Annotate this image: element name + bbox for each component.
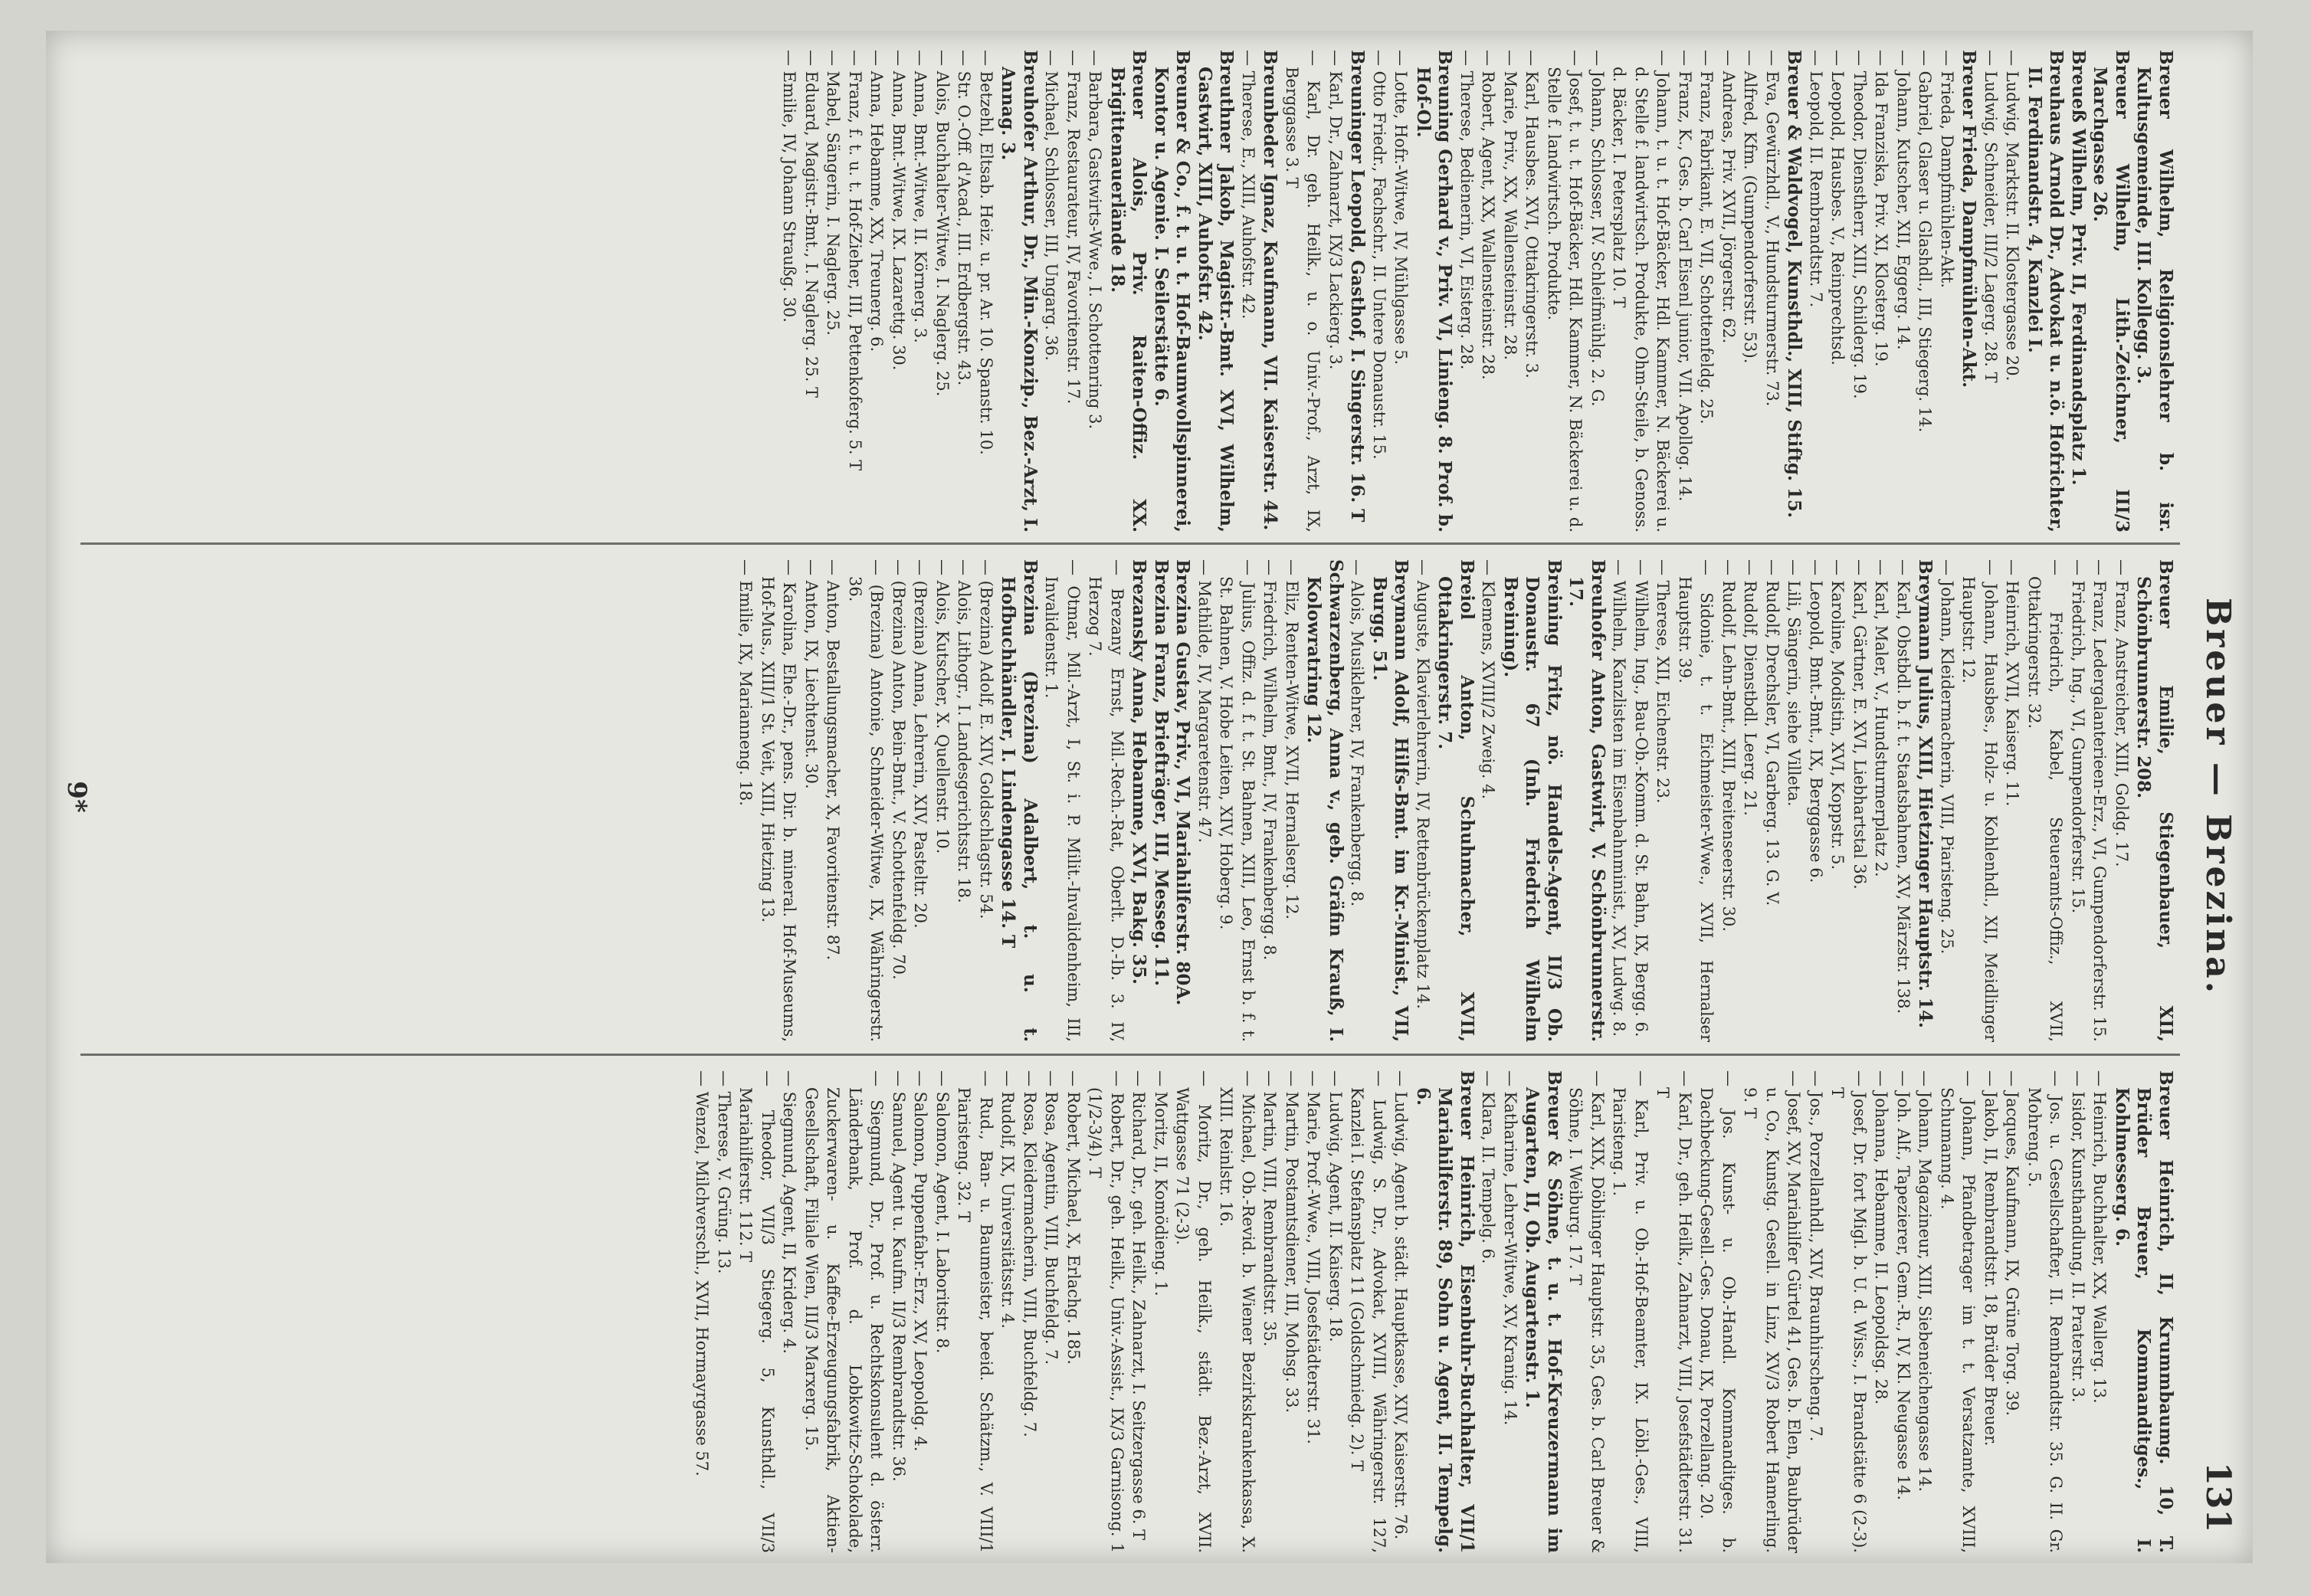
directory-entry: — Karl, Maler, V., Hundsturmerplatz 2. — [1872, 559, 1891, 877]
directory-entry: — (Brezina) Antonie, Schneider-Witwe, IX, Währingerstr. 36. — [846, 559, 887, 1042]
directory-entry: — Leopold, Bmt.-Bmt., IX, Berggasse 6. — [1807, 559, 1825, 883]
directory-entry: — Therese, XII, Eichenstr. 23. — [1654, 559, 1673, 804]
directory-entry: Breuer Emilie, Stiegenbauer, XII, Schönbrunnerstr. 208. — [2133, 559, 2176, 1042]
directory-entry: — Friedrich, Wilhelm, Bmt., IV, Frankenbergg. 8. — [1260, 559, 1280, 961]
directory-entry: Breuner & Co., f. t. u. t. Hof-Baumwollspinnerei, Kontor u. Agenie. I. Seilerstätte 6. — [1151, 50, 1194, 533]
directory-entry: — Andreas, Priv. XVII, Jörgerstr. 62. — [1719, 50, 1738, 344]
directory-entry: — (Brezina) Adolf, E. XIV, Goldschlagstr. 54. — [977, 559, 995, 919]
directory-entry: — Karl, Dr., geh. Heilk., Zahnarzt, VIII, Josefstädterstr. 31. T — [1654, 1070, 1694, 1553]
directory-entry: — Otto Friedr., Fachschr., II. Untere Donaustr. 15. — [1370, 50, 1388, 460]
directory-entry: Breuer Heinrich, II, Krummbaumg. 10, T. Brüder Breuer, Kommanditges., I. Kohlmesserg. 6. — [2112, 1070, 2176, 1553]
directory-entry: — Karoline, Modistin, XVI, Koppstr. 5. — [1828, 559, 1847, 870]
directory-entry: — Johann, Hausbes., Holz- u. Kohlenhdl., XII, Meidlinger Hauptstr. 12. — [1959, 559, 2000, 1042]
directory-entry: — Mabel, Sängerin, I. Naglerg. 25. — [824, 50, 843, 336]
directory-entry: Breuthner Jakob, Magistr.-Bmt. XVI, Wilhelm, Gastwirt, XIII, Auhofstr. 42. — [1195, 50, 1237, 533]
directory-entry: Breuhaus Arnold Dr., Advokat u. n.ö. Hofrichter, II. Ferdinandstr. 4, Kanzlei I. — [2024, 50, 2067, 533]
page-header — [2191, 31, 2237, 1563]
directory-entry: — Jos. u. Gesellschafter, II. Rembrandtstr. 35. G. II. Gr. Mohreng. 5. — [2025, 1070, 2066, 1553]
directory-entry: — Klara, II. Tempelg. 6. — [1479, 1070, 1498, 1264]
directory-entry: — Marie, Prof.-Wwe., VIII, Josefstädterstr. 31. — [1304, 1070, 1323, 1444]
directory-entry: — Alois, Musiklehrer, IV, Frankenbergg. 8. — [1348, 559, 1367, 907]
directory-entry: Breuhofer Anton, Gastwirt, V. Schönbrunnerstr. 17. — [1565, 559, 1608, 1042]
directory-entry: — Robert, Agent, XX, Wallensteinstr. 28. — [1479, 50, 1498, 380]
directory-entry: — Str. O.-Off. d'Acad., III. Erdbergstr. 43. — [955, 50, 974, 386]
directory-entry: — Robert, Dr., geh. Heilk., Univ.-Assist., IX/3 Garnisong. 1 (1/2-3/4). T — [1086, 1070, 1126, 1553]
directory-entry: Breuer & Söhne, t. u. t. Hof-Kreuzermann im Augarten, II, Ob. Augartenstr. 1. — [1522, 1070, 1565, 1553]
directory-entry: — Johann, t. u. t. Hof-Bäcker, Hdl. Kammer, N. Bäckerei u. d. Stelle f. landwirtsch. Produkte, Ohm-Steile, b. Genoss. d. Bäcker, I. Petersplatz 10. T — [1610, 50, 1673, 533]
directory-entry: — Heinrich, XVII, Kaiserg. 11. — [2003, 559, 2022, 807]
directory-entry: — Jos. Kunst- u. Ob.-Handl. Kommanditges. b. Dachbeckung-Gesell.-Ges. Donau, IX, Porzellang. 20. — [1697, 1070, 1738, 1553]
directory-entry: — Johanna, Hebamme, II. Leopoldsg. 28. — [1872, 1070, 1891, 1405]
directory-entry: — Mathilde, IV, Margaretenstr. 47. — [1195, 559, 1214, 844]
directory-entry: — Ludwig, Agent, II. Kaiserg. 18. — [1326, 1070, 1345, 1342]
signature-mark: 9* — [61, 781, 92, 813]
directory-entry: — Marie, Priv., XX, Wallensteinstr. 28. — [1501, 50, 1519, 361]
directory-entry: — Josef, XV, Mariahilfer Gürtel 41, Ges. b. Elen, Baubrüder u. Co., Kunstg. Gesell. in Linz, XV/3 Robert Hamerling. 9. T — [1741, 1070, 1804, 1553]
directory-entry: — Eduard, Magistr.-Bmt., I. Naglerg. 25. T — [802, 50, 821, 398]
directory-entry: — Otmar, Mil.-Arzt, I, St. i. P. Milit.-Invalidenheim, III, Invalidenstr. 1. — [1042, 559, 1083, 1042]
directory-entry: Breuer Alois, Priv. Raiten-Offiz. XX. Brigittenauerlände 18. — [1107, 50, 1150, 533]
directory-entry: — Wenzel, Milchverschl., XVII, Hormayrgasse 57. — [693, 1070, 712, 1476]
directory-entry: — Anton, Bestallungsmacher, X, Favoritenstr. 87. — [824, 559, 843, 961]
directory-entry: — Johann, Schlosser, IV. Schleifmühlg. 2. G. — [1588, 50, 1607, 407]
directory-entry: — Moritz, II, Komödieng. 1. — [1152, 1070, 1170, 1296]
directory-entry: Breiol Anton, Schuhmacher, XVII, Ottakringerstr. 7. — [1434, 559, 1477, 1042]
directory-entry: — Alois, Buchhalter-Witwe, I. Naglerg. 25. — [933, 50, 952, 397]
directory-entry: — Theodor, Dienstherr, XIII, Schilderg. 19. — [1850, 50, 1869, 399]
directory-entry: — Isidor, Kunsthandlung, II. Praterstr. 3. — [2069, 1070, 2087, 1403]
directory-entry: — Samuel, Agent u. Kaufm. II/3 Rembrandtstr. 36. — [890, 1070, 908, 1482]
directory-entry: — Franz, Restaurateur, IV, Favoritenstr. 17. — [1064, 50, 1083, 405]
directory-entry: — Josef, t. u. t. Hof-Bäcker, Hdl. Kammer, N. Bäckerei u. d. Stelle f. landwirtsch. Produkte. — [1545, 50, 1585, 533]
directory-entry: — Joh. Alf., Tapezierer, Gem.-R., IV, Kl. Neugasse 14. — [1894, 1070, 1913, 1501]
directory-entry: — Robert, Michael, X, Erlachg. 185. — [1064, 1070, 1083, 1365]
directory-entry: — Rosa, Kleidermacherin, VIII, Buchfeldg. 7. — [1021, 1070, 1039, 1437]
directory-entry: — Klemens, XVIII/2 Zweig. 4. — [1479, 559, 1498, 800]
directory-entry: — Franz, Fabrikant, E. VII, Schottenfeldg. 25. — [1697, 50, 1716, 424]
directory-entry: — Katharine, Lehrer-Witwe, XV, Kranig. 14. — [1501, 1070, 1519, 1426]
directory-entry: — Anna, Bmt.-Witwe, II. Körnerg. 3. — [911, 50, 930, 343]
directory-entry: — Rudolf, Lehn-Bmt., XIII, Breitenseerstr. 30. — [1719, 559, 1738, 932]
directory-entry: — Sidonie, t. t. Eichmeister-Wwe., XVII, Hernalser Hauptstr. 39. — [1676, 559, 1716, 1042]
directory-entry: — Lili, Sängerin, siehe Villeta. — [1785, 559, 1804, 807]
page-title: Breuer — Brezina. — [2198, 597, 2237, 997]
directory-entry: — Franz, K., Ges. b. Carl Eisenl junior, VII. Apollog. 14. — [1676, 50, 1694, 502]
directory-entry: — Richard, Dr., geh. Heilk., Zahnarzt, I. Seitzergasse 6. T — [1129, 1070, 1149, 1541]
directory-entry: — Auguste, Klavierlehrerin, IV, Rettenbrückenplatz 14. — [1414, 559, 1432, 1009]
directory-entry: — Lotte, Hofr.-Witwe, IV, Mühlgasse 5. — [1392, 50, 1411, 365]
column-divider — [80, 1054, 2180, 1056]
directory-entry: — Barbara, Gastwirts-Wwe., I. Schottenring 3. — [1086, 50, 1105, 430]
directory-entry: Breuhofer Arthur, Dr., Min.-Konzip., Bez.-Arzt, I. Annag. 3. — [998, 50, 1041, 533]
directory-entry: — Franz, Anstreicher, XIII, Goldg. 17. — [2113, 559, 2131, 867]
directory-entry: — Karolina, Ehe.-Dr., pens. Dir. b. mineral. Hof-Museums, Hof-Mus., XIII/1 St. Veit, XIII, Hietzing 13. — [759, 559, 799, 1042]
directory-entry: — Ludwig, Agent b. städt. Hauptkasse, XIV, Kaiserstr. 76. — [1392, 1070, 1411, 1540]
directory-entry: — Therese, E., XIII, Auhofstr. 42. — [1239, 50, 1257, 320]
directory-entry: — Emilie, IV, Johann Straußg. 30. — [780, 50, 799, 323]
directory-entry: — Eliz, Renten-Witwe, XVII, Hernalserg. 12. — [1283, 559, 1301, 920]
directory-entry: Breuer Heinrich, Eisenbuhr-Buchhalter, VII/1 Mariahilferstr. 89, Sohn u. Agent, II. Tempelg. 6. — [1413, 1070, 1477, 1553]
directory-entry: Brezina Gustav, Priv., VI, Mariahilferstr. 80A. — [1172, 559, 1194, 1006]
directory-entry: — Gabriel, Glaser u. Glashdl., III, Stiegerg. 14. — [1916, 50, 1935, 433]
directory-entry: — Julius, Offiz. d. f. t. St. Bahnen, XIII, Leo, Ernst b. f. t. St. Bahnen, V. Hobe Leiten, XIV, Hoberg. 9. — [1217, 559, 1257, 1042]
directory-entry: Brezina (Brezina) Adalbert, t. u. t. Hofbuchhändler, I. Lindengasse 14. T — [998, 559, 1041, 1042]
directory-entry: — Josef, Dr. fort Migl. b. U. d. Wiss., I. Brandstätte 6 (2-3). T — [1828, 1070, 1869, 1553]
directory-entry: — Jos., Porzellanhdl., XIV, Braunhirscheng. 7. — [1807, 1070, 1825, 1442]
directory-entry: — Martin, Postamtsdiener, III, Mohsg. 33. — [1283, 1070, 1301, 1414]
directory-entry: — Therese, Bedienerin, VI, Eisterg. 28. — [1457, 50, 1476, 370]
directory-column-right — [84, 1070, 2176, 1553]
directory-entry: — Johann, Pfandbetrager im t. t. Versatzamte, XVIII, Schumanng. 4. — [1938, 1070, 1978, 1553]
directory-entry: — Anna, Hebamme, XX, Treunerg. 6. — [867, 50, 887, 352]
directory-entry: — Karl, Hausbes. XVI, Ottakringerstr. 3. — [1523, 50, 1542, 379]
directory-entry: Brezina Franz, Briefträger, III, Messeg. 11. — [1151, 559, 1172, 987]
directory-column-left — [84, 50, 2176, 533]
directory-entry: Breunbeder Ignaz, Kaufmann, VII. Kaiserstr. 44. — [1260, 50, 1281, 531]
directory-entry: — Alfred, Kfm. (Gumpendorferstr. 53). — [1741, 50, 1760, 364]
directory-entry: Breuer Wilhelm, Religionslehrer b. isr. Kultusgemeinde, III. Kollegg. 3. — [2133, 50, 2176, 533]
directory-entry: — Rud., Ban- u. Baumeister, beeid. Schätzm., V. VIII/1 Piaristeng. 32. T — [955, 1070, 995, 1553]
directory-entry: — Michael, Schlosser, III, Ungarg. 36. — [1042, 50, 1061, 361]
directory-entry: — Ida Franziska, Priv. XI, Klosterg. 19. — [1872, 50, 1891, 367]
directory-entry: — Ludwig, Schneider, III/2 Lagerg. 28. T — [1982, 50, 2000, 383]
directory-entry: — Karl, Gärtner, E. XVI, Liebhartstal 36. — [1850, 559, 1869, 890]
directory-entry: — Franz, f. t. u. t. Hof-Zieher, III, Pettenkoferg. 5. T — [846, 50, 864, 471]
directory-entry: — Karl, Dr., Zahnarzt, IX/3 Lackierg. 3. — [1326, 50, 1345, 370]
directory-entry: Breuer Frieda, Dampfmühlen-Akt. — [1959, 50, 1980, 388]
directory-entry: Breuning Gerhard v., Priv. VI, Linieng. 8. Prof. b. Hof-Ol. — [1413, 50, 1456, 533]
directory-entry: — Heinrich, Buchhalter, XX, Wallerg. 13. — [2090, 1070, 2109, 1404]
directory-entry: — Therese, V. Grüng. 13. — [715, 1070, 733, 1274]
directory-entry: — Rudolf, Dienstbdl. Leerg. 21. — [1741, 559, 1760, 816]
directory-entry: — Martin, VIII, Rembrandtstr. 35. — [1260, 1070, 1280, 1347]
directory-entry: — Franz, Ledergalanterieen-Erz., VI, Gumpendorferstr. 15. — [2090, 559, 2109, 1042]
directory-entry: Breuer & Waldvogel, Kunsthdl., XIII, Stiftg. 15. — [1784, 50, 1805, 518]
directory-entry: — Brezany Ernst, Mil.-Rech.-Rat, Oberlt. D.-Ib. 3. IV, Herzog 7. — [1086, 559, 1126, 1042]
directory-entry: — Moritz, Dr., geh. Heilk., städt. Bez.-Arzt, XVII. Wattgasse 71 (2-3). — [1173, 1070, 1214, 1553]
directory-entry: — Johann, Kutscher, XII, Eggerg. 14. — [1894, 50, 1913, 350]
directory-entry: — Wilhelm, Ing., Bau-Ob.-Komm. d. St. Bahn, IX, Bergg. 6. — [1632, 559, 1650, 1037]
directory-entry: — Betzehl, Eltsab. Heiz. u. pr. Ar. 10. Spanstr. 10. — [977, 50, 995, 455]
directory-entry: — Emilie, IX, Marianneng. 18. — [736, 559, 756, 806]
directory-entry: — Karl, XIX, Döblinger Hauptstr. 35, Ges. b. Carl Breuer & Söhne, I. Weiburg. 17. T — [1566, 1070, 1607, 1553]
directory-entry: — Jacques, Kaufmann, IX, Grüne Torg. 39. — [2003, 1070, 2022, 1417]
directory-entry: — Eva, Gewürzhdl., V., Hundsturmerstr. 73. — [1763, 50, 1782, 407]
directory-entry: Breuninger Leopold, Gasthof, I. Singerstr. 16. T — [1347, 50, 1369, 523]
directory-entry: — Rudolf, IX, Universitätsstr. 4. — [998, 1070, 1018, 1329]
directory-entry: — Johann, Magazineur, XIII, Siebeneichengasse 14. — [1916, 1070, 1935, 1493]
directory-entry: — Friedrich, Ing., VI, Gumpendorferstr. 15. — [2069, 559, 2087, 914]
directory-entry: — Rudolf, Drechsler, VI, Garberg. 13. G. V. — [1763, 559, 1782, 906]
column-divider — [80, 542, 2180, 545]
directory-entry: — Frieda, Dampfmühlen-Akt. — [1938, 50, 1956, 288]
directory-entry: Breymann Julius, XIII, Hietzinger Hauptstr. 14. — [1915, 559, 1936, 1028]
directory-entry: — Wilhelm, Kanzlisten im Eisenbahnminist., XV, Ludwg. 8. — [1610, 559, 1629, 1037]
page-number: 131 — [2198, 1462, 2237, 1532]
directory-entry: — Anna, Bmt.-Witwe, IX. Lazarettg. 30. — [890, 50, 908, 371]
directory-column-middle — [84, 559, 2176, 1042]
directory-entry: — Karl, Obstbdl. b. f. t. Staatsbahnen, XV, Märzstr. 138. — [1894, 559, 1913, 1014]
directory-entry: — Salomon, Agent, I. Laboritstr. 8. — [933, 1070, 952, 1354]
directory-entry: Breuer Wilhelm, Lith.-Zeichner, III/3 Marchgasse 26. — [2090, 50, 2132, 533]
directory-entry: — Theodor, VII/3 Stiegerg. 5, Kunsthdl., VII/3 Mariahilferstr. 112. T — [736, 1070, 777, 1553]
directory-entry: Breining Fritz, nö. Handels-Agent, II/3 Ob. Donaustr. 67 (Inh. Friedrich Wilhelm Breining). — [1500, 559, 1565, 1042]
directory-entry: — Karl, Priv. u. Ob.-Hof-Beamter, IX. Löbl.-Ges., VIII, Piaristeng. 1. — [1610, 1070, 1650, 1553]
directory-entry: Schwarzenberg, Anna v., geb. Gräfin Krauß, I. Kolowratring 12. — [1303, 559, 1346, 1042]
directory-entry: — Rosa, Agentin, VIII, Buchfeldg. 7. — [1042, 1070, 1061, 1365]
directory-entry: Brezansky Anna, Hebamme, XVI, Bakg. 35. — [1129, 559, 1150, 985]
directory-entry: — Michael, Ob.-Revid. b. Wiener Bezirkskrankenkassa, X. XIII. Reinlstr. 16. — [1217, 1070, 1257, 1553]
directory-entry: — Friedrich, Kabel, Steueramts-Offiz., XVII, Ottakringerstr. 32. — [2025, 559, 2066, 1042]
directory-entry: — Alois, Lithogr., I. Landesgerichtsstr. 18. — [955, 559, 974, 903]
directory-entry: — Anton, IX, Liechtenst. 30. — [802, 559, 821, 789]
directory-entry: — Siegmund, Agent, II, Kriderg. 4. — [780, 1070, 799, 1354]
directory-entry: — Johann, Kleidermacherin, VIII, Piaristeng. 25. — [1938, 559, 1956, 955]
directory-entry: — Ludwig, Marktstr. II. Klostergasse 20. — [2003, 50, 2022, 382]
rotated-page-content — [46, 31, 2253, 1563]
directory-entry: Breueß Wilhelm, Priv. II, Ferdinandsplatz 1. — [2068, 50, 2089, 486]
directory-entry: — Leopold, Hausbes. V., Reinprechtsd. — [1828, 50, 1847, 365]
directory-entry: — (Brezina) Anton, Bein-Bmt., V. Schottenfeldg. 70. — [890, 559, 908, 980]
directory-entry: Breymann Adolf, Hilfs-Bmt. im Kr.-Minist., VII, Burgg. 51. — [1369, 559, 1412, 1042]
directory-entry: — Karl, Dr. geh. Heilk., u. o. Univ.-Prof., Arzt, IX, Berggasse 3. T — [1283, 50, 1323, 533]
directory-entry: — (Brezina) Anna, Lehrerin, XIV, Pasteltr. 20. — [911, 559, 930, 929]
scanned-page — [46, 31, 2253, 1563]
directory-entry: — Alois, Kutscher, X. Quellenstr. 10. — [933, 559, 952, 854]
directory-entry: — Ludwig, S. Dr., Advokat, XVIII, Währingerstr. 127, Kanzlei I. Stefansplatz 11 (Goldschmiedg. 2). T — [1348, 1070, 1388, 1553]
directory-entry: — Jakob, II, Rembrandtstr. 18, Brüder Breuer. — [1982, 1070, 2000, 1447]
directory-entry: — Salomon, Puppenfabr.-Erz., XV, Leopoldg. 4. — [911, 1070, 930, 1452]
directory-entry: — Siegmund, Dr., Prof. u. Rechtskonsulent d. österr. Länderbank, Prof. d. Lobkowitz-Schokolade, Zuckerwaren- u. Kaffee-Erzeugungsfabrik, Aktien-Gesellschaft, Filiale Wien, III/3 Marxerg. 15. — [802, 1070, 887, 1553]
directory-entry: — Leopold, II. Rembrandtstr. 7. — [1807, 50, 1825, 308]
